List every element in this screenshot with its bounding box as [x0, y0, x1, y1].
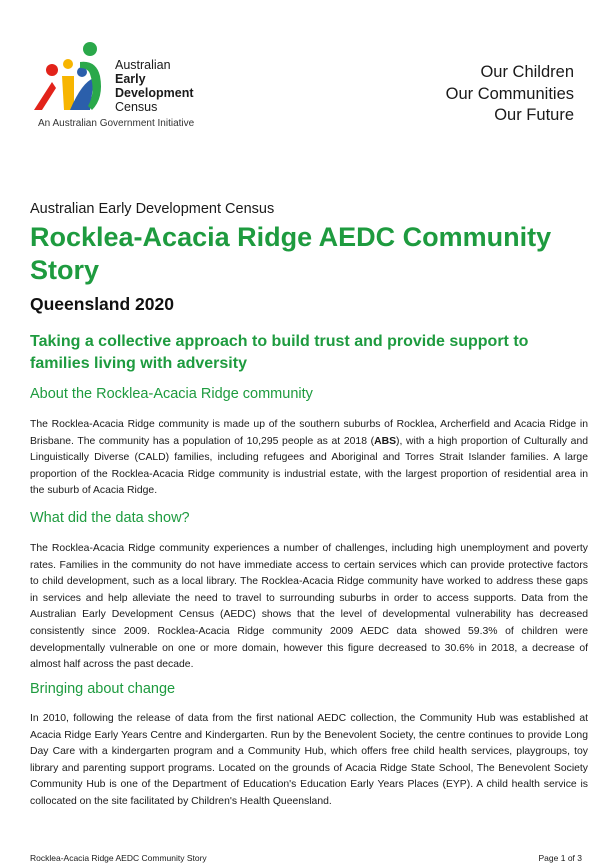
about-text-end: ), with a high proportion of Culturally and Linguistically Diverse (CALD) families, including refugees and Aboriginal and Torres Strait Islander families. A large proportion of the Rocklea-Acacia Ridge community is industrial estate, with the largest proportion of residential area in the suburb of Acacia Ridge.	[30, 435, 588, 497]
lead-heading: Taking a collective approach to build trust and provide support to families living with adversity	[30, 333, 529, 372]
section-body-change: In 2010, following the release of data from the first national AEDC collection, the Community Hub was established at Acacia Ridge Early Years Centre and Kindergarten. Run by the Benevolent Society, the centre continues to provide Long Day Care with a kindergarten program and a Community Hub, which offers free child health services, playgroups, toy library and parenting support programs. Located on the grounds of Acacia Ridge State School, The Benevolent Society Community Hub is one of the Department of Education's Education Early Years Places (EYP). A child health service is collocated on the site facilitated by Children's Health Queensland.	[30, 713, 588, 807]
logo-wordmark	[115, 58, 194, 114]
footer-page-number: Page 1 of 3	[538, 853, 582, 863]
section-heading-about: About the Rocklea-Acacia Ridge community	[30, 386, 313, 402]
page-subtitle: Queensland 2020	[30, 294, 174, 314]
footer-document-title: Rocklea-Acacia Ridge AEDC Community Story	[30, 853, 207, 863]
logo-line-1: Australian	[115, 58, 171, 72]
tagline-line-3: Our Future	[494, 106, 574, 124]
logo-line-2: Early	[115, 72, 146, 86]
about-text-start: The Rocklea-Acacia Ridge community is made up of the southern suburbs of Rocklea, Archerfield and Acacia Ridge in Brisbane. The community has a population of 10,295 people as at 2018 (	[30, 419, 588, 447]
logo-line-3: Development	[115, 86, 194, 100]
tagline-line-1: Our Children	[480, 63, 574, 81]
tagline	[446, 62, 574, 127]
section-heading-change: Bringing about change	[30, 681, 176, 697]
aedc-figures-icon	[30, 42, 110, 114]
logo-subline: An Australian Government Initiative	[38, 118, 195, 129]
section-body-about	[30, 417, 588, 500]
tagline-line-2: Our Communities	[445, 84, 574, 103]
document-eyebrow: Australian Early Development Census	[30, 201, 275, 217]
aedc-logo	[30, 42, 230, 134]
page-title: Rocklea-Acacia Ridge AEDC Community Story	[30, 222, 552, 285]
section-heading-data: What did the data show?	[30, 510, 190, 526]
abs-link: ABS	[374, 435, 397, 447]
section-body-data: The Rocklea-Acacia Ridge community experiences a number of challenges, including high unemployment and poverty rates. Families in the community do not have immediate access to certain services which can provide protective factors to child development, such as a local library. The Rocklea-Acacia Ridge community have worked to address these gaps in services and help alleviate the need to travel to surrounding suburbs in order to access supports. Data from the Australian Early Development Census (AEDC) shows that the level of developmental vulnerability has decreased consistently since 2009. Rocklea-Acacia Ridge community 2009 AEDC data showed 59.3% of children were developmentally vulnerable on one or more domain, however this figure decreased to 30.6% in 2018, a decrease of almost half across the past decade.	[30, 543, 588, 671]
logo-line-4: Census	[115, 100, 158, 114]
